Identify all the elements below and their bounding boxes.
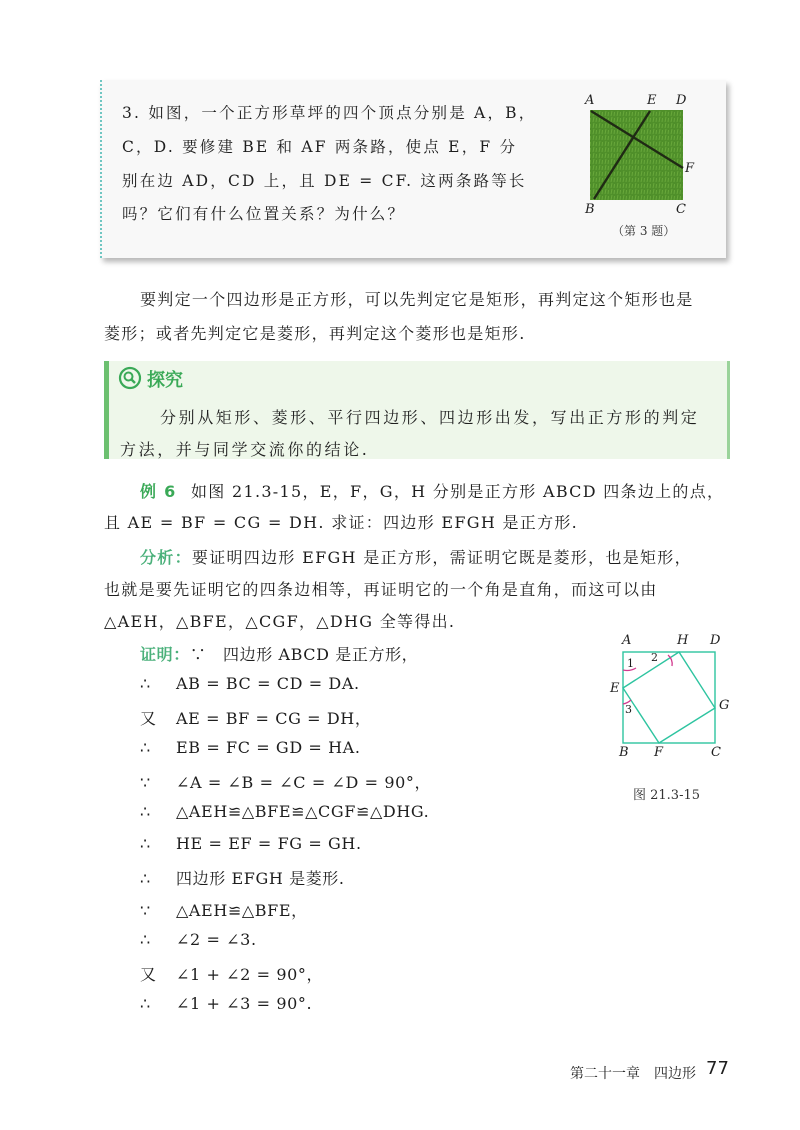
proof-step — [140, 898, 308, 921]
analysis-label: 分析： — [140, 548, 192, 567]
lawn-square — [590, 110, 683, 200]
proof-symbol: ∴ — [140, 994, 151, 1013]
exercise-dotted-margin — [100, 80, 102, 258]
paragraph-line-1: 要判定一个四边形是正方形，可以先判定它是矩形，再判定这个矩形也是 — [140, 290, 694, 309]
label-c: C — [676, 202, 686, 217]
proof-symbol: ∴ — [140, 930, 151, 949]
exercise-line-3: 别在边 AD，CD 上，且 DE = CF. 这两条路等长 — [122, 172, 527, 190]
proof-step — [140, 930, 257, 949]
proof-symbol: 又 — [140, 709, 157, 728]
proof-symbol: ∴ — [140, 674, 151, 693]
example-text-1: 如图 21.3-15，E，F，G，H 分别是正方形 ABCD 四条边上的点， — [191, 482, 725, 501]
angle-label-3: 3 — [625, 703, 632, 716]
proof-symbol: ∴ — [140, 834, 151, 853]
proof-step — [140, 994, 312, 1013]
proof-step — [140, 738, 361, 757]
proof-text: AB = BC = CD = DA. — [176, 674, 360, 693]
explore-left-bar — [104, 361, 109, 459]
example-line-1 — [140, 479, 724, 502]
label-f: F — [685, 161, 695, 176]
proof-step — [140, 802, 429, 821]
fig-label-h: H — [677, 633, 689, 648]
explore-title: 探究 — [147, 370, 183, 391]
fig-label-b: B — [619, 745, 629, 760]
proof-step — [140, 962, 323, 985]
proof-symbol: 又 — [140, 965, 157, 984]
proof-symbol: ∵ — [140, 773, 151, 792]
proof-text: AE = BF = CG = DH， — [176, 709, 372, 728]
label-a: A — [585, 93, 595, 108]
analysis-line-3: △AEH，△BFE，△CGF，△DHG 全等得出. — [104, 612, 456, 631]
fig-label-e: E — [610, 681, 620, 696]
fig-label-g: G — [719, 698, 730, 713]
exercise-figure-caption: （第 3 题） — [612, 224, 676, 238]
label-e: E — [647, 93, 657, 108]
page-number: 77 — [706, 1058, 729, 1079]
proof-symbol: ∴ — [140, 738, 151, 757]
proof-line-0 — [140, 642, 418, 665]
explore-icon — [118, 366, 142, 390]
fig-label-c: C — [711, 745, 721, 760]
proof-symbol: ∵ — [140, 901, 151, 920]
proof-text: ∠2 = ∠3. — [176, 930, 257, 949]
square-efgh — [623, 652, 715, 743]
label-d: D — [676, 93, 687, 108]
explore-line-1: 分别从矩形、菱形、平行四边形、四边形出发，写出正方形的判定 — [160, 408, 700, 427]
exercise-line-2: C，D. 要修建 BE 和 AF 两条路，使点 E，F 分 — [122, 138, 518, 156]
angle-label-2: 2 — [651, 651, 658, 664]
proof-text: ∠1 + ∠3 = 90°. — [176, 994, 313, 1013]
explore-right-bar — [727, 361, 730, 459]
proof-label: 证明： — [140, 645, 190, 664]
proof-step — [140, 834, 362, 853]
chapter-footer: 第二十一章 四边形 — [570, 1066, 696, 1082]
explore-line-2: 方法，并与同学交流你的结论. — [120, 440, 370, 459]
exercise-line-4: 吗？它们有什么位置关系？为什么？ — [122, 205, 406, 223]
analysis-line-1 — [140, 545, 692, 568]
proof-step — [140, 770, 431, 793]
proof-text: 四边形 EFGH 是菱形. — [176, 869, 345, 888]
analysis-text-1: 要证明四边形 EFGH 是正方形，需证明它既是菱形，也是矩形， — [191, 548, 692, 567]
fig-label-f: F — [654, 745, 664, 760]
fig-label-d: D — [710, 633, 721, 648]
proof-text: HE = EF = FG = GH. — [176, 834, 362, 853]
proof-step — [140, 674, 360, 693]
analysis-line-2: 也就是要先证明它的四条边相等，再证明它的一个角是直角，而这可以由 — [104, 580, 658, 599]
proof-text: ∠A = ∠B = ∠C = ∠D = 90°， — [176, 773, 432, 792]
example-line-2: 且 AE = BF = CG = DH. 求证：四边形 EFGH 是正方形. — [104, 513, 579, 532]
paragraph-line-2: 菱形；或者先判定它是菱形，再判定这个菱形也是矩形. — [104, 324, 526, 343]
proof-text: EB = FC = GD = HA. — [176, 738, 361, 757]
proof-text: △AEH≌△BFE， — [176, 901, 308, 920]
proof-first: ∵ 四边形 ABCD 是正方形， — [189, 645, 419, 664]
proof-symbol: ∴ — [140, 869, 151, 888]
proof-step — [140, 866, 345, 889]
proof-symbol: ∴ — [140, 802, 151, 821]
angle-label-1: 1 — [627, 657, 634, 670]
figure-caption: 图 21.3-15 — [633, 788, 701, 803]
proof-text: △AEH≌△BFE≌△CGF≌△DHG. — [176, 802, 430, 821]
label-b: B — [585, 202, 595, 217]
fig-label-a: A — [622, 633, 632, 648]
exercise-line-1: 3. 如图，一个正方形草坪的四个顶点分别是 A，B， — [122, 104, 537, 122]
proof-step — [140, 706, 371, 729]
example-label: 例 6 — [140, 482, 177, 501]
proof-text: ∠1 + ∠2 = 90°， — [176, 965, 324, 984]
square-abcd — [623, 652, 715, 743]
